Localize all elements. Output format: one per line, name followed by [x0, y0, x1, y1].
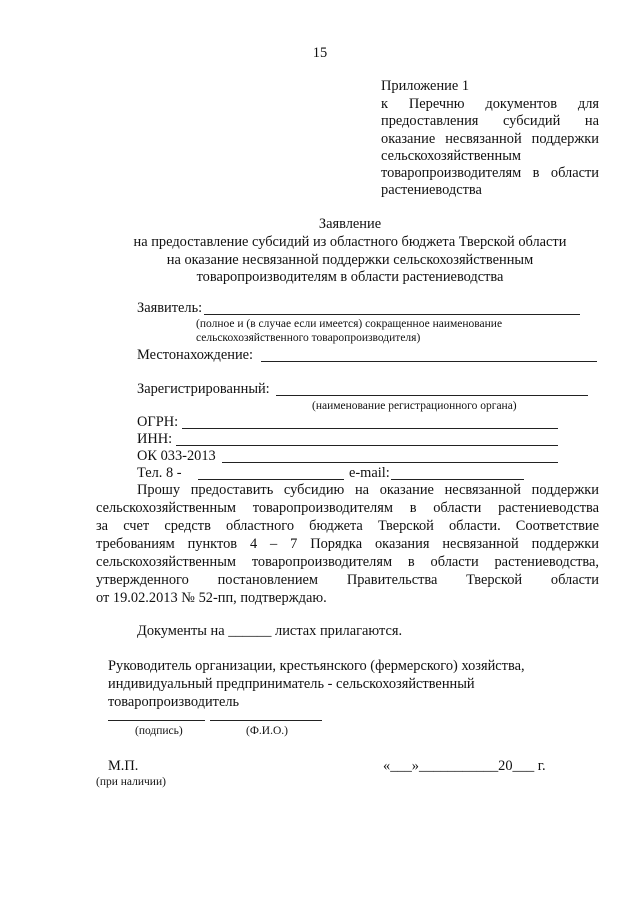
applicant-label: Заявитель: — [137, 300, 203, 316]
heading-line-2: на оказание несвязанной поддержки сельскохозяйственным — [166, 252, 534, 268]
full-name-hint: (Ф.И.О.) — [246, 725, 288, 737]
appendix-line-4: сельскохозяйственным — [381, 148, 521, 164]
body-line-7: от 19.02.2013 № 52-пп, подтверждаю. — [96, 590, 327, 606]
applicant-hint-1: (полное и (в случае если имеется) сокращенное наименование — [196, 318, 503, 330]
email-label: e-mail: — [349, 465, 390, 481]
head-line-2: индивидуальный предприниматель - сельскохозяйственный — [108, 676, 475, 692]
ogrn-field-line[interactable] — [182, 428, 558, 429]
body-line-1: Прошу предоставить субсидию на оказание несвязанной поддержки — [137, 482, 599, 498]
signature-hint: (подпись) — [135, 725, 183, 737]
ok-label: ОК 033-2013 — [137, 448, 216, 464]
body-line-2: сельскохозяйственным товаропроизводителям в области растениеводства — [96, 500, 599, 516]
heading-line-1: на предоставление субсидий из областного бюджета Тверской области — [133, 234, 567, 250]
heading-line-3: товаропроизводителям в области растениеводства — [196, 269, 504, 285]
stamp-hint: (при наличии) — [96, 776, 166, 788]
document-title: Заявление — [318, 216, 382, 232]
registered-field-line[interactable] — [276, 395, 588, 396]
inn-label: ИНН: — [137, 431, 173, 447]
head-line-1: Руководитель организации, крестьянского (фермерского) хозяйства, — [108, 658, 525, 674]
date-day-blank[interactable]: ___ — [390, 758, 412, 774]
full-name-field-line[interactable] — [210, 720, 322, 721]
email-field-line[interactable] — [391, 479, 524, 480]
inn-field-line[interactable] — [176, 445, 558, 446]
phone-field-line[interactable] — [198, 479, 344, 480]
phone-label: Тел. 8 - — [137, 465, 182, 481]
stamp-label: М.П. — [108, 758, 139, 774]
head-line-3: товаропроизводитель — [108, 694, 240, 710]
appendix-line-2: предоставления субсидий на — [381, 113, 599, 129]
date-year-prefix: 20 — [498, 758, 513, 774]
date-close-quote: » — [411, 758, 419, 774]
ogrn-label: ОГРН: — [137, 414, 179, 430]
body-line-6: утвержденного постановлением Правительства Тверской области — [96, 572, 599, 588]
appendix-line-3: оказание несвязанной поддержки — [381, 131, 599, 147]
documents-after: листах прилагаются. — [275, 623, 403, 639]
body-line-3: за счет средств областного бюджета Тверской области. Соответствие — [96, 518, 599, 534]
date-open-quote: « — [383, 758, 391, 774]
registered-hint: (наименование регистрационного органа) — [312, 400, 517, 412]
date-suffix: г. — [537, 758, 546, 774]
appendix-line-5: товаропроизводителям в области — [381, 165, 599, 181]
applicant-field-line[interactable] — [204, 314, 580, 315]
date-month-blank[interactable]: ___________ — [419, 758, 499, 774]
appendix-line-1: к Перечню документов для — [381, 96, 599, 112]
applicant-hint-2: сельскохозяйственного товаропроизводителя) — [196, 332, 421, 344]
body-line-4: требованиям пунктов 4 – 7 Порядка оказания несвязанной поддержки — [96, 536, 599, 552]
location-label: Местонахождение: — [137, 347, 254, 363]
appendix-line-6: растениеводства — [381, 182, 482, 198]
ok-field-line[interactable] — [222, 462, 558, 463]
location-field-line[interactable] — [261, 361, 597, 362]
date-year-blank[interactable]: ___ — [512, 758, 535, 774]
page-number: 15 — [312, 45, 328, 61]
registered-label: Зарегистрированный: — [137, 381, 270, 397]
documents-before: Документы на — [137, 623, 225, 639]
documents-line — [137, 622, 402, 640]
documents-pages-blank[interactable]: ______ — [228, 623, 272, 639]
signature-field-line[interactable] — [108, 720, 205, 721]
body-line-5: сельскохозяйственным товаропроизводителям в области растениеводства, — [96, 554, 599, 570]
date-line — [383, 757, 546, 775]
appendix-title: Приложение 1 — [381, 78, 470, 94]
